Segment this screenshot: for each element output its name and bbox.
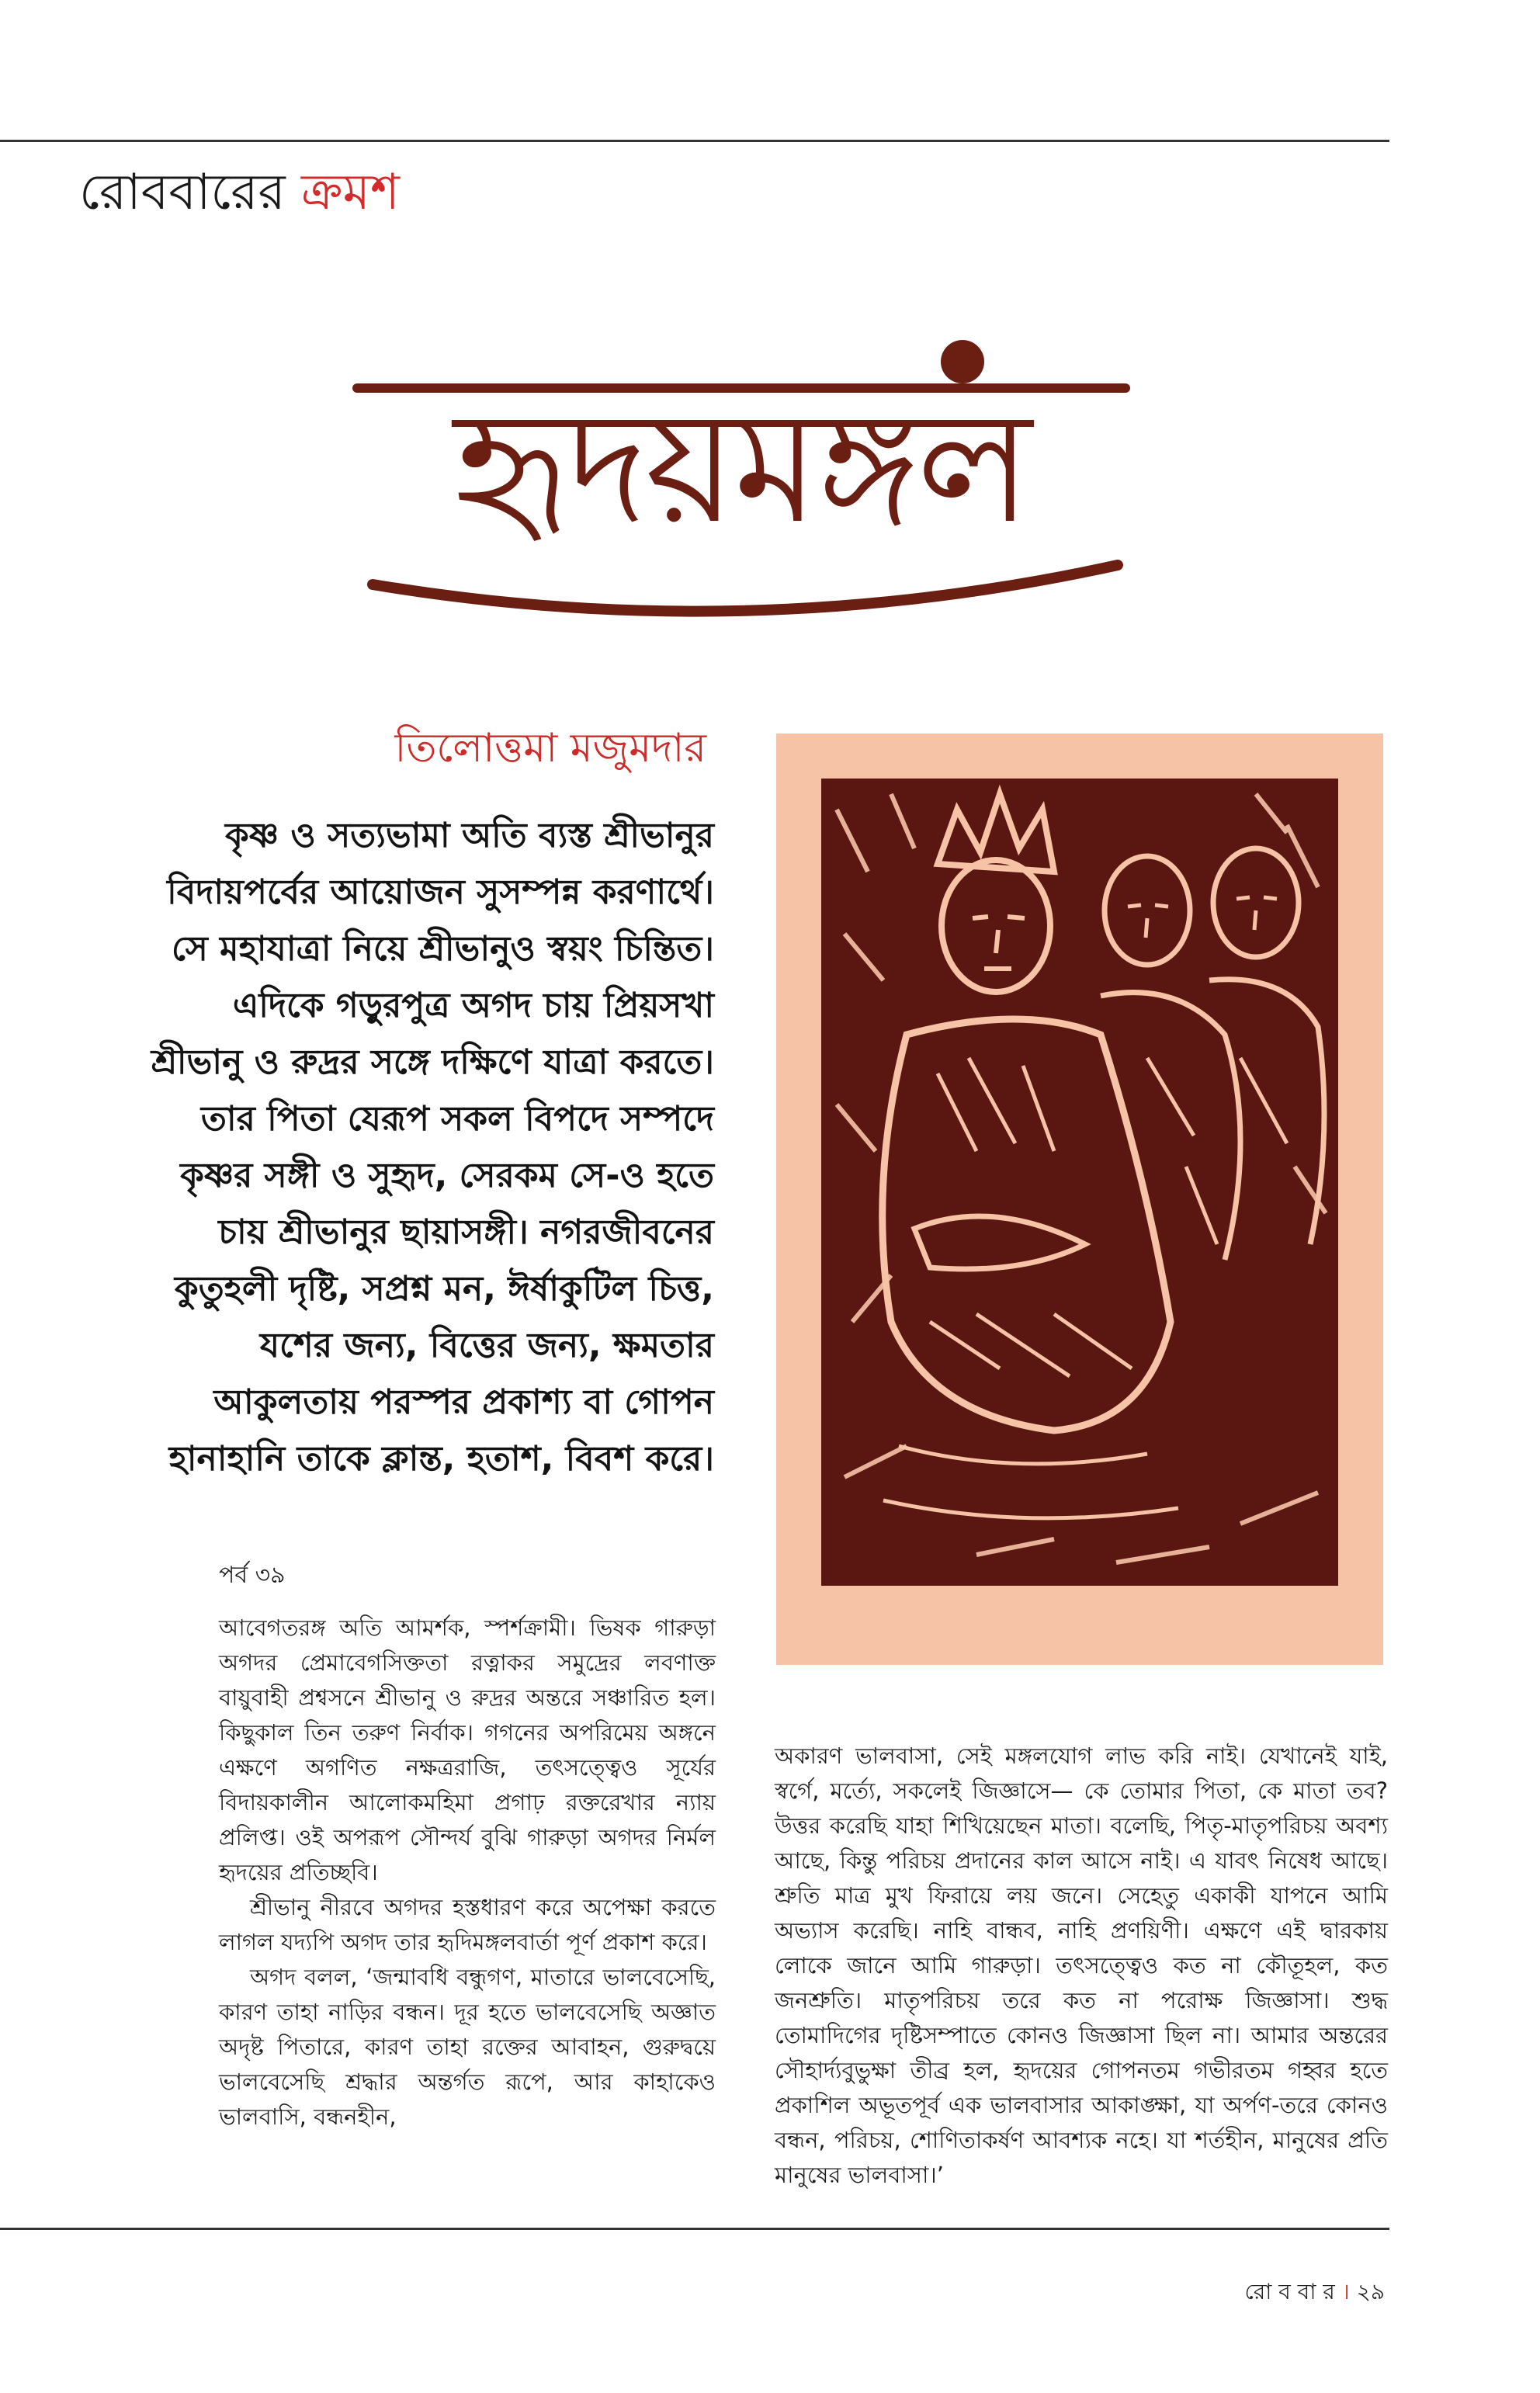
author-name: তিলোত্তমা মজুমদার <box>394 725 706 772</box>
body-paragraph: অগদ বলল, ‘জন্মাবধি বন্ধুগণ, মাতারে ভালবেসেছি, কারণ তাহা নাড়ির বন্ধন। দূর হতে ভালবেসেছি অজ্ঞাত অদৃষ্ট পিতারে, কারণ তাহা রক্তের আবাহন, গুরুদ্বয়ে ভালবেসেছি শ্রদ্ধার অন্তর্গত রূপে, আর কাহাকেও ভালবাসি, বন্ধনহীন, <box>219 1964 716 2130</box>
body-column-right <box>775 1739 1388 2193</box>
woodcut-illustration <box>821 779 1338 1586</box>
magazine-name: রো ব বা র <box>1244 2279 1335 2305</box>
episode-number: পর্ব ৩৯ <box>219 1562 286 1589</box>
body-paragraph: শ্রীভানু নীরবে অগদর হস্তধারণ করে অপেক্ষা করতে লাগল যদ্যপি অগদ তার হৃদিমঙ্গলবার্তা পূর্ণ প্রকাশ করে। <box>219 1894 716 1955</box>
masthead <box>342 340 1141 635</box>
page-number: ২৯ <box>1356 2279 1385 2305</box>
section-prefix: রোববারের <box>79 164 286 221</box>
folio-separator: । <box>1341 2279 1350 2305</box>
bottom-rule <box>0 2228 1389 2230</box>
section-label <box>79 161 400 224</box>
masthead-title: হৃদয়মঙ্গল <box>453 377 1029 558</box>
illustration-frame <box>776 734 1383 1665</box>
section-accent: ক্রমশ <box>301 164 400 221</box>
body-paragraph: আবেগতরঙ্গ অতি আমর্শক, স্পর্শক্রামী। ভিষক গারুড়া অগদর প্রেমাবেগসিক্ততা রত্নাকর সমুদ্রের লবণাক্ত বায়ুবাহী প্রশ্বসনে শ্রীভানু ও রুদ্রর অন্তরে সঞ্চারিত হল। কিছুকাল তিন তরুণ নির্বাক। গগনের অপরিমেয় অঙ্গনে এক্ষণে অগণিত নক্ষত্ররাজি, তৎসত্ত্বেও সূর্যের বিদায়কালীন আলোকমহিমা প্রগাঢ় রক্তরেখার ন্যায় প্রলিপ্ত। ওই অপরূপ সৌন্দর্য বুঝি গারুড়া অগদর নির্মল হৃদয়ের প্রতিচ্ছবি। <box>219 1614 716 1885</box>
body-column-left <box>219 1611 716 2135</box>
page-folio <box>1245 2278 1385 2306</box>
body-paragraph: অকারণ ভালবাসা, সেই মঙ্গলযোগ লাভ করি নাই। যেখানেই যাই, স্বর্গে, মর্ত্যে, সকলেই জিজ্ঞাসে— কে তোমার পিতা, কে মাতা তব? উত্তর করেছি যাহা শিখিয়েছেন মাতা। বলেছি, পিতৃ-মাতৃপরিচয় অবশ্য আছে, কিন্তু পরিচয় প্রদানের কাল আসে নাই। এ যাবৎ নিষেধ আছে। শ্রুতি মাত্র মুখ ফিরায়ে লয় জনে। সেহেতু একাকী যাপনে আমি অভ্যাস করেছি। নাহি বান্ধব, নাহি প্রণয়িণী। এক্ষণে এই দ্বারকায় লোকে জানে আমি গারুড়া। তৎসত্ত্বেও কত না কৌতূহল, কত জনশ্রুতি। মাতৃপরিচয় তরে কত না পরোক্ষ জিজ্ঞাসা। শুদ্ধ তোমাদিগের দৃষ্টিসম্পাতে কোনও জিজ্ঞাসা ছিল না। আমার অন্তরের সৌহার্দ্যবুভুক্ষা তীব্র হল, হৃদয়ের গোপনতম গভীরতম গহ্বর হতে প্রকাশিল অভূতপূর্ব এক ভালবাসার আকাঙ্ক্ষা, যা অর্পণ-তরে কোনও বন্ধন, পরিচয়, শোণিতাকর্ষণ আবশ্যক নহে। যা শর্তহীন, মানুষের প্রতি মানুষের ভালবাসা।’ <box>775 1743 1388 2188</box>
top-rule <box>0 140 1389 142</box>
lead-paragraph: কৃষ্ণ ও সত্যভামা অতি ব্যস্ত শ্রীভানুর বিদায়পর্বের আয়োজন সুসম্পন্ন করণার্থে। সে মহাযাত্রা নিয়ে শ্রীভানুও স্বয়ং চিন্তিত। এদিকে গড়ুরপুত্র অগদ চায় প্রিয়সখা শ্রীভানু ও রুদ্রর সঙ্গে দক্ষিণে যাত্রা করতে। তার পিতা যেরূপ সকল বিপদে সম্পদে কৃষ্ণর সঙ্গী ও সুহৃদ, সেরকম সে-ও হতে চায় শ্রীভানুর ছায়াসঙ্গী। নগরজীবনের কুতুহলী দৃষ্টি, সপ্রশ্ন মন, ঈর্ষাকুটিল চিত্ত, যশের জন্য, বিত্তের জন্য, ক্ষমতার আকুলতায় পরস্পর প্রকাশ্য বা গোপন হানাহানি তাকে ক্লান্ত, হতাশ, বিবশ করে। <box>151 816 714 1479</box>
